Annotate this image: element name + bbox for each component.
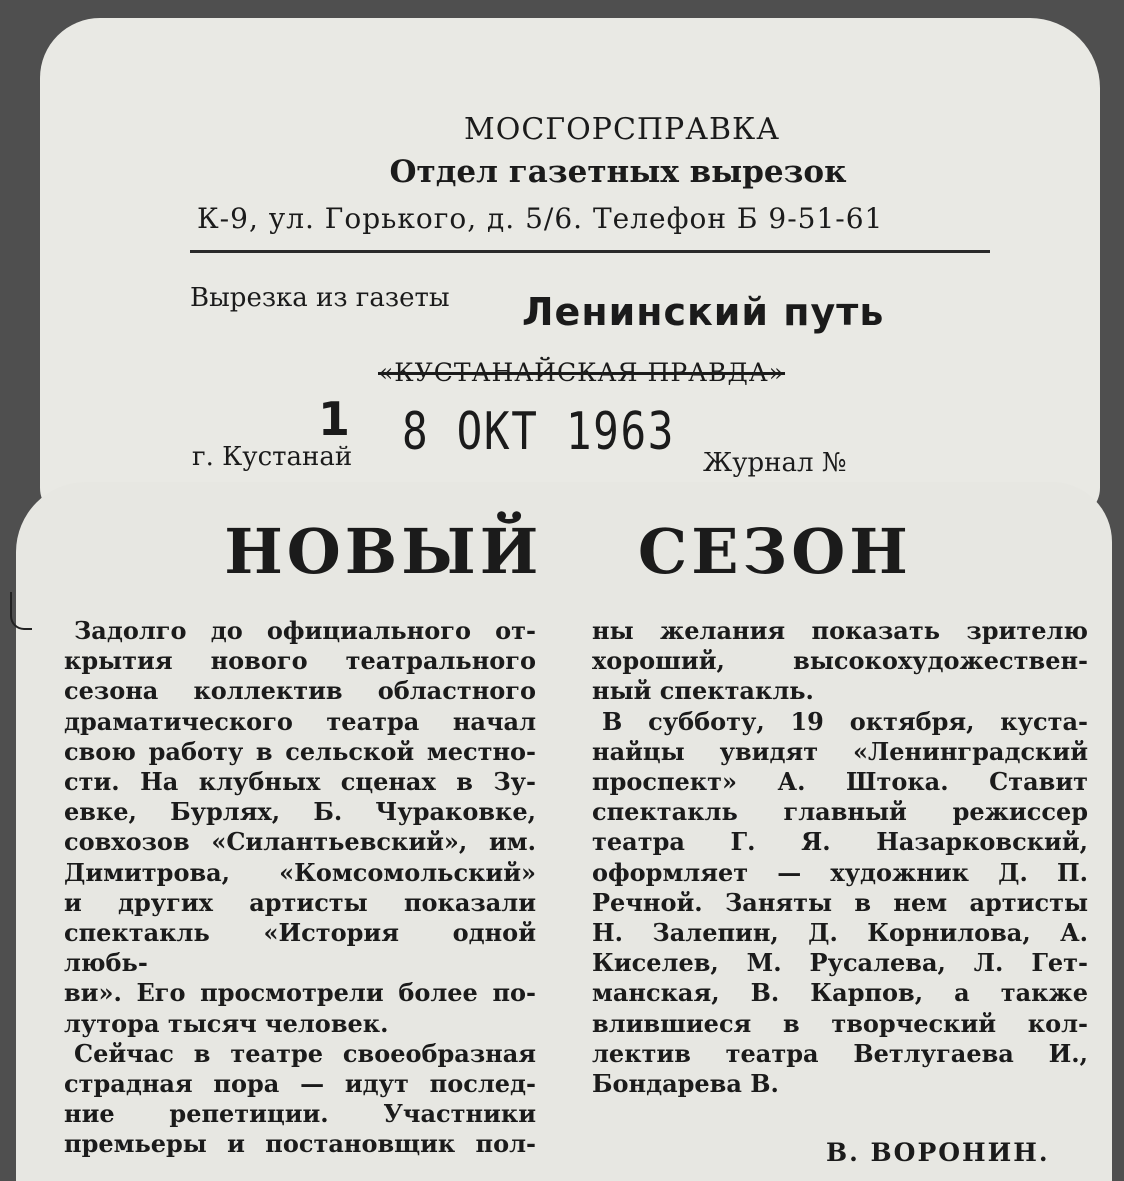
text-line: свою работу в сельской местно-: [64, 736, 536, 766]
text-line: Димитрова, «Комсомольский»: [64, 857, 536, 887]
printed-newspaper-name: «КУСТАНАЙСКАЯ ПРАВДА»: [378, 358, 786, 387]
article-author: В. ВОРОНИН.: [826, 1138, 1050, 1167]
text-line: оформляет — художник Д. П.: [592, 857, 1088, 887]
header-divider: [190, 250, 990, 253]
text-line: страдная пора — идут послед-: [64, 1069, 536, 1099]
department-name: Отдел газетных вырезок: [389, 154, 847, 190]
text-line: Бондарева В.: [592, 1069, 779, 1099]
text-line: Киселев, М. Русалева, Л. Гет-: [592, 948, 1088, 978]
text-line: Сейчас в театре своеобразная: [74, 1038, 536, 1068]
text-line: евке, Бурлях, Б. Чураковке,: [64, 797, 536, 827]
text-line: спектакль главный режиссер: [592, 797, 1088, 827]
text-line: драматического театра начал: [64, 706, 536, 736]
text-line: совхозов «Силантьевский», им.: [64, 827, 536, 857]
text-line: спектакль «История одной любь-: [64, 918, 536, 978]
text-line: Задолго до официального от-: [74, 616, 536, 645]
text-line: проспект» А. Штока. Ставит: [592, 767, 1088, 797]
date-stamp: 8 ОКТ 1963: [402, 402, 676, 462]
text-line: влившиеся в творческий кол-: [592, 1008, 1088, 1038]
text-line: сти. На клубных сценах в Зу-: [64, 767, 536, 797]
text-line: и других артисты показали: [64, 887, 536, 917]
article-headline: НОВЫЙ СЕЗОН: [224, 515, 912, 588]
text-line: крытия нового театрального: [64, 646, 536, 676]
day-number-stamp: 1: [318, 392, 351, 446]
pencil-mark: [10, 592, 32, 630]
text-line: ный спектакль.: [592, 676, 814, 706]
text-line: найцы увидят «Ленинградский: [592, 736, 1088, 766]
text-line: Речной. Заняты в нем артисты: [592, 887, 1088, 917]
text-line: манская, В. Карпов, а также: [592, 978, 1088, 1008]
newspaper-stamp: Ленинский путь: [522, 290, 885, 334]
text-line: ние репетиции. Участники: [64, 1099, 536, 1129]
journal-label: Журнал №: [703, 448, 847, 478]
text-line: Н. Залепин, Д. Корнилова, А.: [592, 918, 1088, 948]
text-line: В субботу, 19 октября, куста-: [602, 706, 1088, 736]
text-line: премьеры и постановщик пол-: [64, 1129, 536, 1159]
text-line: ви». Его просмотрели более по-: [64, 978, 536, 1008]
agency-name: МОСГОРСПРАВКА: [464, 112, 780, 147]
text-line: театра Г. Я. Назарковский,: [592, 827, 1088, 857]
text-line: хороший, высокохудожествен-: [592, 646, 1088, 676]
clipping-label: Вырезка из газеты: [190, 283, 450, 313]
agency-address: К-9, ул. Горького, д. 5/6. Телефон Б 9-51-61: [197, 202, 884, 235]
city-label: г. Кустанай: [192, 442, 353, 472]
text-line: лутора тысяч человек.: [64, 1008, 389, 1038]
article-column-left: [64, 616, 536, 1160]
article-column-right: [592, 616, 1088, 1099]
text-line: лектив театра Ветлугаева И.,: [592, 1038, 1088, 1068]
text-line: ны желания показать зрителю: [592, 616, 1088, 645]
text-line: сезона коллектив областного: [64, 676, 536, 706]
